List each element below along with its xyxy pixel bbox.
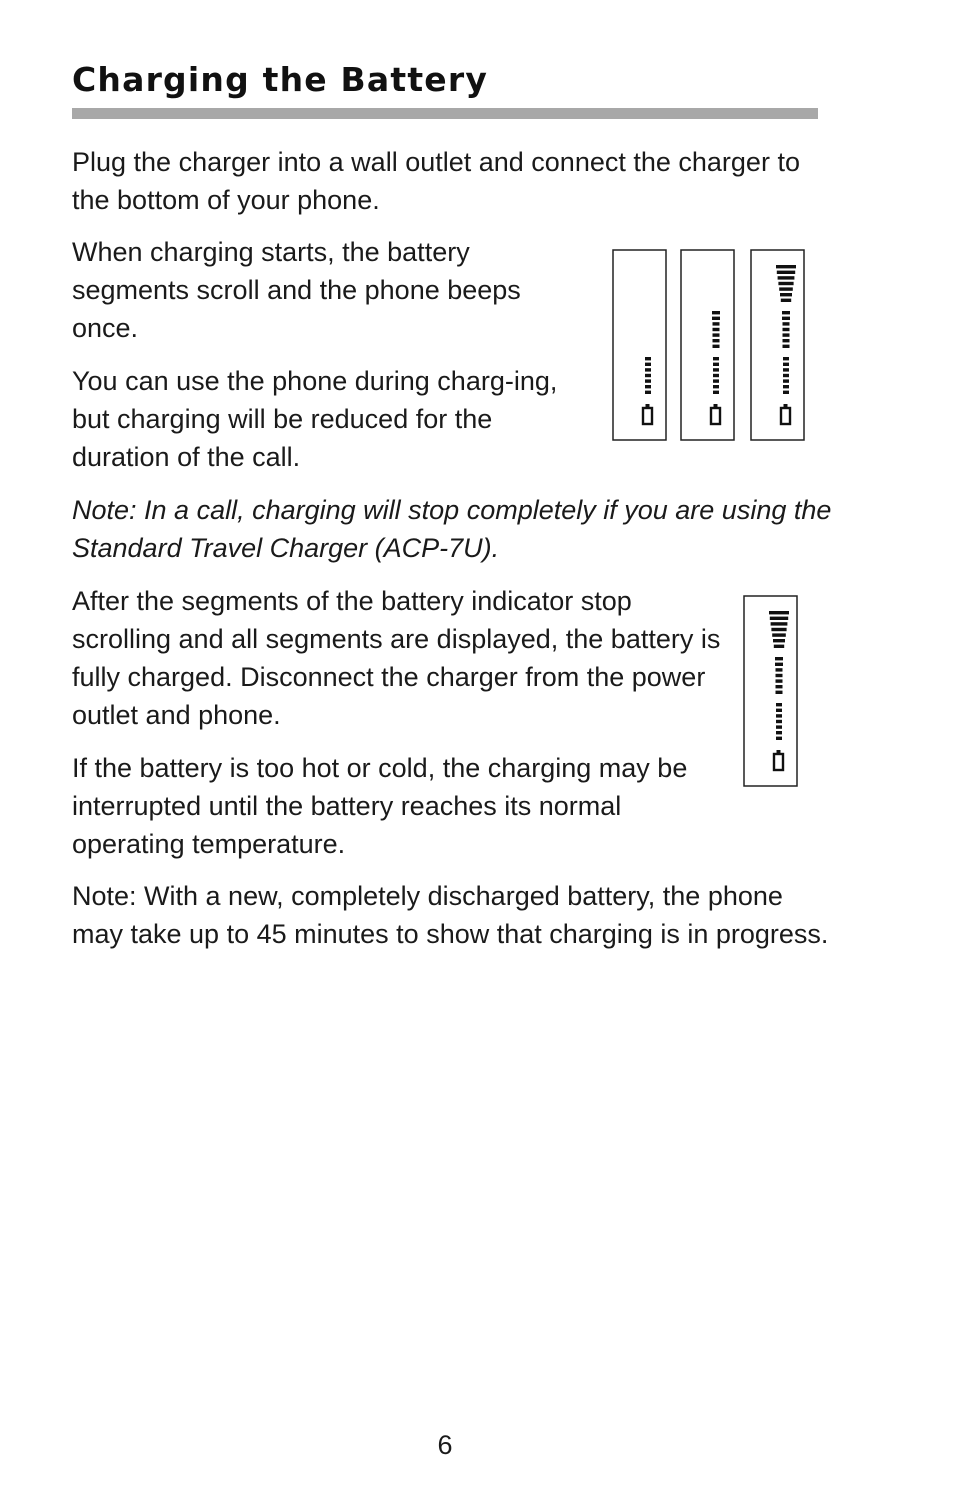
battery-segment bbox=[783, 322, 790, 325]
page-number: 6 bbox=[437, 1430, 453, 1460]
battery-segment bbox=[645, 374, 651, 377]
battery-segment bbox=[782, 311, 790, 314]
battery-segment bbox=[775, 657, 783, 660]
battery-segment bbox=[772, 633, 786, 636]
note-travel-charger: Note: In a call, charging will stop completely if you are using the Standard Travel Charger (ACP-7U). bbox=[72, 495, 832, 563]
battery-segment bbox=[645, 357, 651, 360]
battery-segment bbox=[713, 379, 719, 382]
battery-symbol-tip bbox=[646, 404, 650, 408]
battery-symbol bbox=[711, 408, 720, 424]
indicator-frame bbox=[613, 250, 666, 440]
battery-segment bbox=[645, 368, 651, 371]
battery-segment bbox=[713, 374, 719, 377]
battery-segment bbox=[776, 720, 782, 723]
battery-segment bbox=[777, 271, 795, 274]
battery-segment bbox=[783, 357, 789, 360]
title-rule bbox=[72, 108, 818, 119]
paragraph-charging-starts: When charging starts, the battery segments scroll and the phone beeps once. bbox=[72, 237, 521, 343]
battery-segment bbox=[776, 679, 783, 682]
battery-segment bbox=[783, 345, 790, 348]
battery-symbol bbox=[643, 408, 652, 424]
indicator-frame bbox=[751, 250, 804, 440]
paragraph-plug-charger: Plug the charger into a wall outlet and connect the charger to the bottom of your phone. bbox=[72, 147, 800, 215]
battery-segment bbox=[713, 385, 719, 388]
battery-segment bbox=[783, 368, 789, 371]
battery-segment bbox=[713, 322, 720, 325]
battery-indicator-level-1 bbox=[612, 249, 668, 442]
battery-segment bbox=[645, 363, 651, 366]
battery-segment bbox=[783, 339, 790, 342]
battery-segment bbox=[773, 639, 785, 642]
battery-segment bbox=[776, 731, 782, 734]
battery-symbol bbox=[774, 754, 783, 770]
note-discharged-battery: Note: With a new, completely discharged battery, the phone may take up to 45 minutes to show that charging is in progress. bbox=[72, 881, 829, 949]
battery-segment bbox=[713, 391, 719, 394]
battery-segment bbox=[771, 628, 786, 631]
battery-segment bbox=[781, 299, 791, 302]
battery-symbol-tip bbox=[784, 404, 788, 408]
battery-segment bbox=[783, 391, 789, 394]
battery-segment bbox=[645, 379, 651, 382]
battery-segment bbox=[783, 363, 789, 366]
battery-segment bbox=[713, 333, 720, 336]
battery-segment bbox=[712, 317, 720, 320]
battery-segment bbox=[776, 668, 783, 671]
battery-indicator-full bbox=[743, 595, 799, 788]
indicator-frame bbox=[744, 596, 797, 786]
page-title: Charging the Battery bbox=[72, 60, 489, 99]
battery-segment bbox=[645, 385, 651, 388]
battery-indicator-level-2 bbox=[680, 249, 736, 442]
battery-segment bbox=[769, 611, 789, 614]
battery-segment bbox=[713, 368, 719, 371]
battery-segment bbox=[775, 663, 783, 666]
paragraph-fully-charged: After the segments of the battery indicator stop scrolling and all segments are displayed, the battery is fully charged. Disconnect the charger from the power outlet and phone. bbox=[72, 586, 721, 730]
battery-segment bbox=[774, 645, 784, 648]
battery-segment bbox=[776, 714, 782, 717]
battery-segment bbox=[782, 317, 790, 320]
battery-symbol-tip bbox=[714, 404, 718, 408]
battery-symbol bbox=[781, 408, 790, 424]
battery-segment bbox=[778, 276, 795, 279]
battery-indicator-level-3 bbox=[750, 249, 806, 442]
battery-segment bbox=[776, 737, 782, 740]
battery-segment bbox=[712, 311, 720, 314]
battery-segment bbox=[776, 685, 783, 688]
battery-segment bbox=[776, 709, 782, 712]
paragraph-temperature: If the battery is too hot or cold, the charging may be interrupted until the battery reaches its normal operating temperature. bbox=[72, 753, 688, 859]
battery-segment bbox=[779, 287, 793, 290]
battery-segment bbox=[783, 328, 790, 331]
battery-symbol-tip bbox=[777, 750, 781, 754]
battery-segment bbox=[713, 345, 720, 348]
battery-segment bbox=[776, 691, 783, 694]
battery-segment bbox=[776, 674, 783, 677]
battery-segment bbox=[776, 725, 782, 728]
battery-segment bbox=[645, 391, 651, 394]
battery-segment bbox=[771, 622, 788, 625]
battery-segment bbox=[780, 293, 792, 296]
battery-segment bbox=[778, 282, 793, 285]
battery-segment bbox=[713, 363, 719, 366]
indicator-frame bbox=[681, 250, 734, 440]
battery-segment bbox=[783, 385, 789, 388]
battery-segment bbox=[776, 265, 796, 268]
battery-segment bbox=[713, 328, 720, 331]
battery-segment bbox=[713, 339, 720, 342]
battery-segment bbox=[783, 379, 789, 382]
paragraph-use-during-charging: You can use the phone during charg-ing, but charging will be reduced for the duration of the call. bbox=[72, 366, 558, 472]
battery-segment bbox=[713, 357, 719, 360]
battery-segment bbox=[783, 333, 790, 336]
battery-segment bbox=[783, 374, 789, 377]
battery-segment bbox=[776, 703, 782, 706]
battery-segment bbox=[770, 617, 788, 620]
